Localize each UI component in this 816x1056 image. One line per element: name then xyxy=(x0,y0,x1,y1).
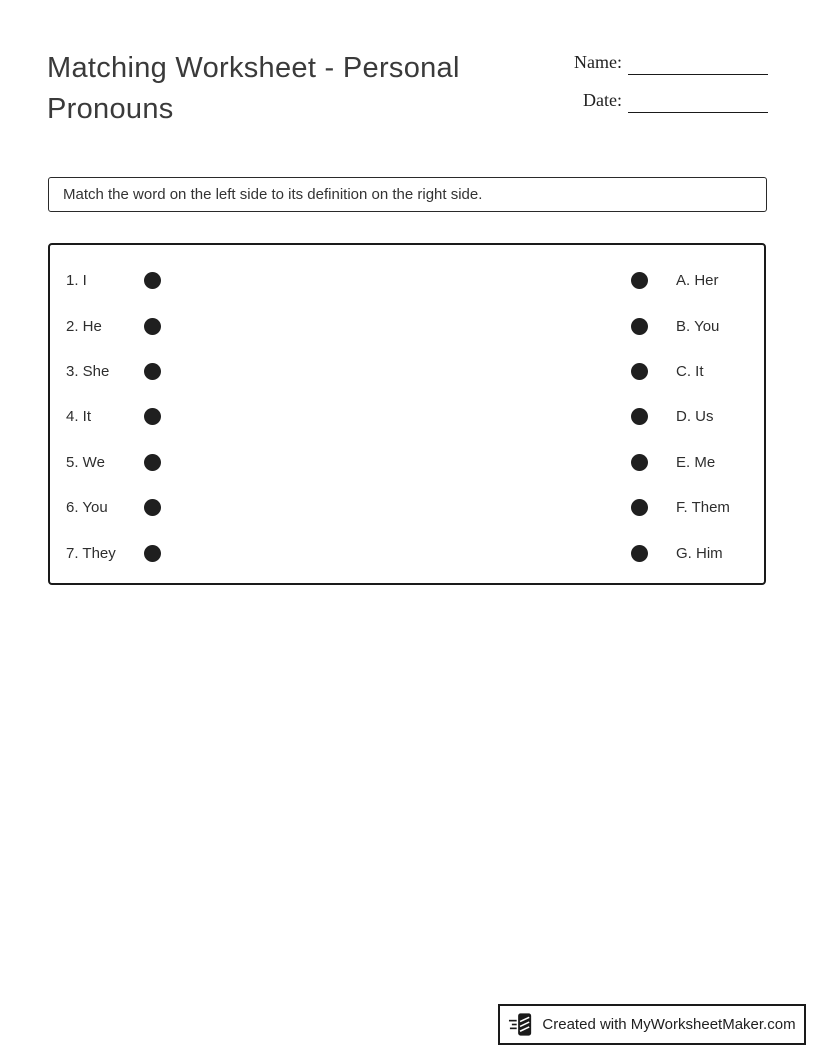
page-title: Matching Worksheet - Personal Pronouns xyxy=(47,52,460,125)
instructions-box xyxy=(48,177,767,212)
left-item-label: 4. It xyxy=(66,408,92,426)
footer-credit-text: Created with MyWorksheetMaker.com xyxy=(542,1016,796,1033)
footer-credit-badge xyxy=(498,1004,806,1045)
left-group xyxy=(66,499,631,516)
left-group xyxy=(66,272,631,289)
right-match-dot xyxy=(631,363,648,380)
left-group xyxy=(66,454,631,471)
flying-worksheet-icon xyxy=(508,1011,535,1038)
left-item-label: 5. We xyxy=(66,453,105,471)
left-item-label: 6. You xyxy=(66,499,108,517)
left-match-dot xyxy=(144,318,161,335)
right-item-label: B. You xyxy=(676,317,720,335)
right-item-label: D. Us xyxy=(676,408,714,426)
left-match-dot xyxy=(144,545,161,562)
match-row xyxy=(66,258,748,303)
right-group xyxy=(631,272,748,289)
left-match-dot xyxy=(144,363,161,380)
left-match-dot xyxy=(144,499,161,516)
right-group xyxy=(631,318,748,335)
right-match-dot xyxy=(631,272,648,289)
right-item-label: F. Them xyxy=(676,499,730,517)
right-item-label: A. Her xyxy=(676,272,719,290)
right-group xyxy=(631,363,748,380)
left-item-label: 7. They xyxy=(66,544,116,562)
name-date-fields xyxy=(568,50,768,126)
right-item-label: C. It xyxy=(676,362,704,380)
right-group xyxy=(631,499,748,516)
right-item-label: E. Me xyxy=(676,453,716,471)
match-row xyxy=(66,349,748,394)
left-match-dot xyxy=(144,454,161,471)
matching-box xyxy=(48,243,766,585)
right-group xyxy=(631,545,748,562)
right-group xyxy=(631,408,748,425)
name-field-row xyxy=(568,50,768,75)
left-item-label: 3. She xyxy=(66,362,110,380)
date-label: Date: xyxy=(583,90,622,110)
date-blank-line xyxy=(628,91,768,113)
left-match-dot xyxy=(144,408,161,425)
right-group xyxy=(631,454,748,471)
match-row xyxy=(66,303,748,348)
date-field-row xyxy=(568,88,768,113)
left-group xyxy=(66,408,631,425)
match-row xyxy=(66,530,748,575)
right-match-dot xyxy=(631,545,648,562)
right-match-dot xyxy=(631,318,648,335)
match-row xyxy=(66,394,748,439)
left-match-dot xyxy=(144,272,161,289)
match-row xyxy=(66,440,748,485)
left-group xyxy=(66,545,631,562)
right-match-dot xyxy=(631,454,648,471)
right-item-label: G. Him xyxy=(676,544,723,562)
left-group xyxy=(66,363,631,380)
instructions-text: Match the word on the left side to its definition on the right side. xyxy=(63,186,483,203)
name-blank-line xyxy=(628,53,768,75)
left-group xyxy=(66,318,631,335)
left-item-label: 1. I xyxy=(66,272,87,290)
name-label: Name: xyxy=(574,52,622,72)
match-row xyxy=(66,485,748,530)
left-item-label: 2. He xyxy=(66,317,102,335)
right-match-dot xyxy=(631,408,648,425)
right-match-dot xyxy=(631,499,648,516)
